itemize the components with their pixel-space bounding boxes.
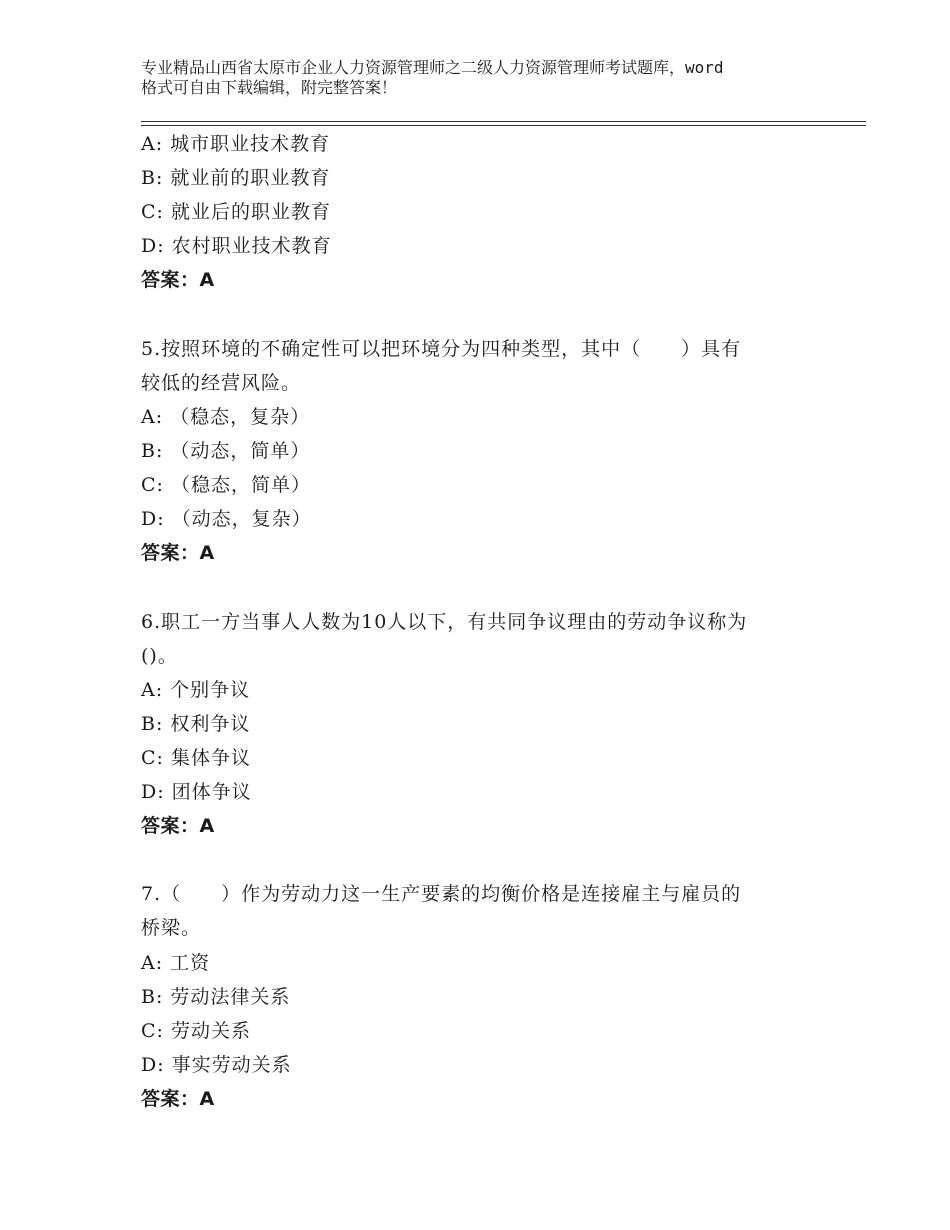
header-divider-bottom xyxy=(141,125,866,126)
q7-answer: 答案：A xyxy=(141,1088,215,1110)
q6-option-d: D: 团体争议 xyxy=(141,781,252,803)
q5-option-a: A: （稳态，复杂） xyxy=(141,406,311,428)
document-header xyxy=(141,58,831,98)
q6-option-c: C: 集体争议 xyxy=(141,747,251,769)
header-divider-top xyxy=(141,121,866,122)
q7-option-b: B: 劳动法律关系 xyxy=(141,986,291,1008)
q6-answer: 答案：A xyxy=(141,815,215,837)
q4-option-c: C: 就业后的职业教育 xyxy=(141,201,331,223)
q7-stem-line-2: 桥梁。 xyxy=(141,917,202,939)
q6-option-a: A: 个别争议 xyxy=(141,679,251,701)
q5-stem-line-2: 较低的经营风险。 xyxy=(141,372,302,394)
q4-option-b: B: 就业前的职业教育 xyxy=(141,167,331,189)
q4-option-a: A: 城市职业技术教育 xyxy=(141,133,331,155)
q5-option-c: C: （稳态，简单） xyxy=(141,474,311,496)
q5-option-b: B: （动态，简单） xyxy=(141,440,311,462)
q6-stem-line-1: 6.职工一方当事人人数为10人以下，有共同争议理由的劳动争议称为 xyxy=(141,611,748,633)
q5-option-d: D: （动态，复杂） xyxy=(141,508,312,530)
q7-option-a: A: 工资 xyxy=(141,952,211,974)
q5-answer: 答案：A xyxy=(141,542,215,564)
header-title-line-1: 专业精品山西省太原市企业人力资源管理师之二级人力资源管理师考试题库，word xyxy=(141,58,724,77)
q5-stem-line-1: 5.按照环境的不确定性可以把环境分为四种类型，其中（ ）具有 xyxy=(141,338,742,360)
q4-answer: 答案：A xyxy=(141,269,215,291)
header-title-line-2: 格式可自由下载编辑，附完整答案！ xyxy=(141,78,398,97)
q7-option-c: C: 劳动关系 xyxy=(141,1020,251,1042)
q7-stem-line-1: 7.（ ）作为劳动力这一生产要素的均衡价格是连接雇主与雇员的 xyxy=(141,883,742,905)
q7-option-d: D: 事实劳动关系 xyxy=(141,1054,292,1076)
q6-stem-line-2: ()。 xyxy=(141,645,178,667)
q6-option-b: B: 权利争议 xyxy=(141,713,251,735)
q4-option-d: D: 农村职业技术教育 xyxy=(141,235,332,257)
